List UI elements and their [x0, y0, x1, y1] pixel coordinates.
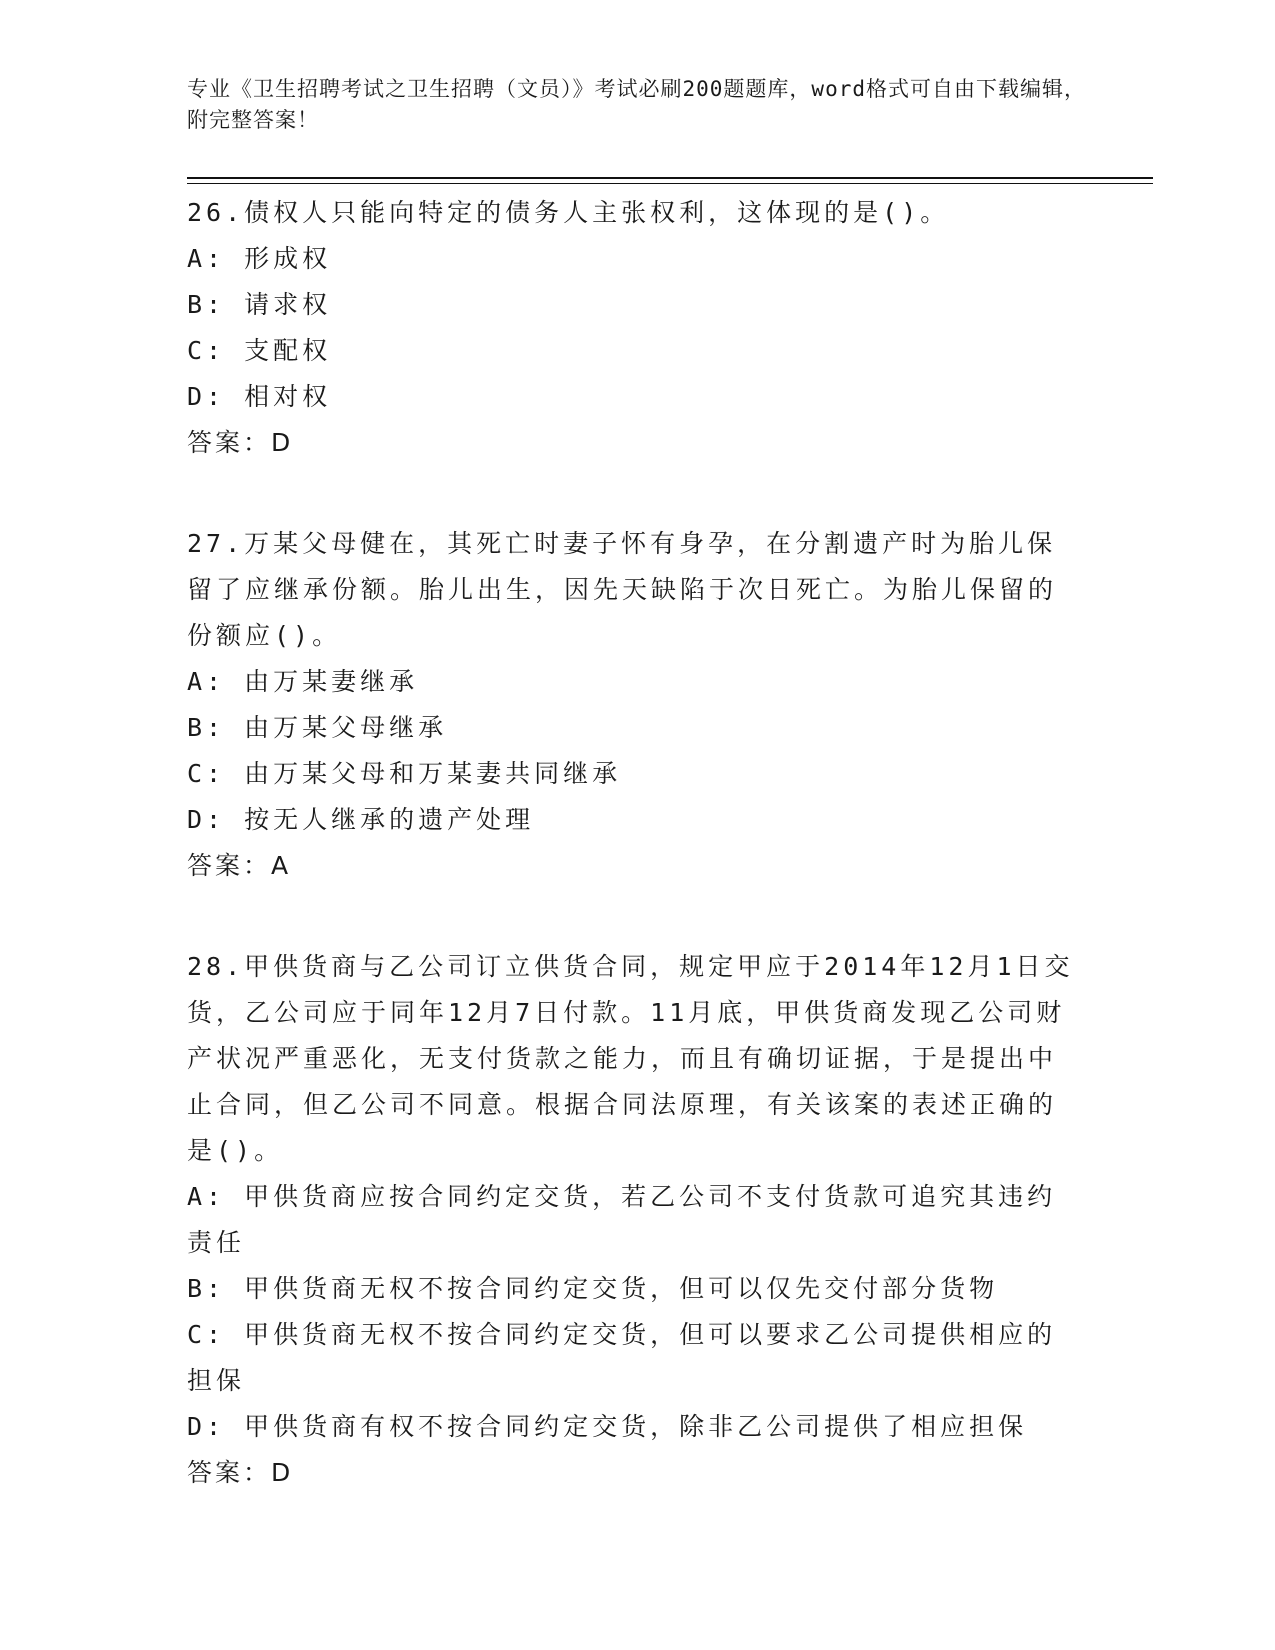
answer-label: 答案：D — [187, 1458, 294, 1487]
option-d: D: 相对权 — [187, 382, 332, 411]
answer-label: 答案：A — [187, 851, 292, 880]
option-a: A: 甲供货商应按合同约定交货，若乙公司不支付货款可追究其违约责任 — [187, 1182, 1057, 1257]
option-d: D: 按无人继承的遗产处理 — [187, 805, 535, 834]
question-stem: 28.甲供货商与乙公司订立供货合同，规定甲应于2014年12月1日交货，乙公司应于同年12月7日付款。11月底，甲供货商发现乙公司财产状况严重恶化，无支付货款之能力，而且有确切证据，于是提出中止合同，但乙公司不同意。根据合同法原理，有关该案的表述正确的是()。 — [187, 952, 1074, 1165]
question-28 — [187, 944, 1087, 1496]
option-a: A: 由万某妻继承 — [187, 667, 419, 696]
option-c: C: 甲供货商无权不按合同约定交货，但可以要求乙公司提供相应的担保 — [187, 1320, 1057, 1395]
answer-label: 答案：D — [187, 428, 294, 457]
option-c: C: 支配权 — [187, 336, 332, 365]
option-d: D: 甲供货商有权不按合同约定交货，除非乙公司提供了相应担保 — [187, 1412, 1028, 1441]
header-divider-thin — [187, 183, 1153, 184]
header-divider-thick — [187, 177, 1153, 179]
question-27 — [187, 521, 1087, 889]
option-c: C: 由万某父母和万某妻共同继承 — [187, 759, 622, 788]
document-header: 专业《卫生招聘考试之卫生招聘（文员）》考试必刷200题题库，word格式可自由下载编辑，附完整答案！ — [187, 77, 1086, 132]
question-26 — [187, 190, 1087, 466]
option-a: A: 形成权 — [187, 244, 332, 273]
question-list — [187, 190, 1087, 1551]
option-b: B: 由万某父母继承 — [187, 713, 448, 742]
question-stem: 27.万某父母健在，其死亡时妻子怀有身孕，在分割遗产时为胎儿保留了应继承份额。胎儿出生，因先天缺陷于次日死亡。为胎儿保留的份额应()。 — [187, 529, 1058, 650]
question-stem: 26.债权人只能向特定的债务人主张权利，这体现的是()。 — [187, 198, 950, 227]
option-b: B: 甲供货商无权不按合同约定交货，但可以仅先交付部分货物 — [187, 1274, 999, 1303]
option-b: B: 请求权 — [187, 290, 332, 319]
